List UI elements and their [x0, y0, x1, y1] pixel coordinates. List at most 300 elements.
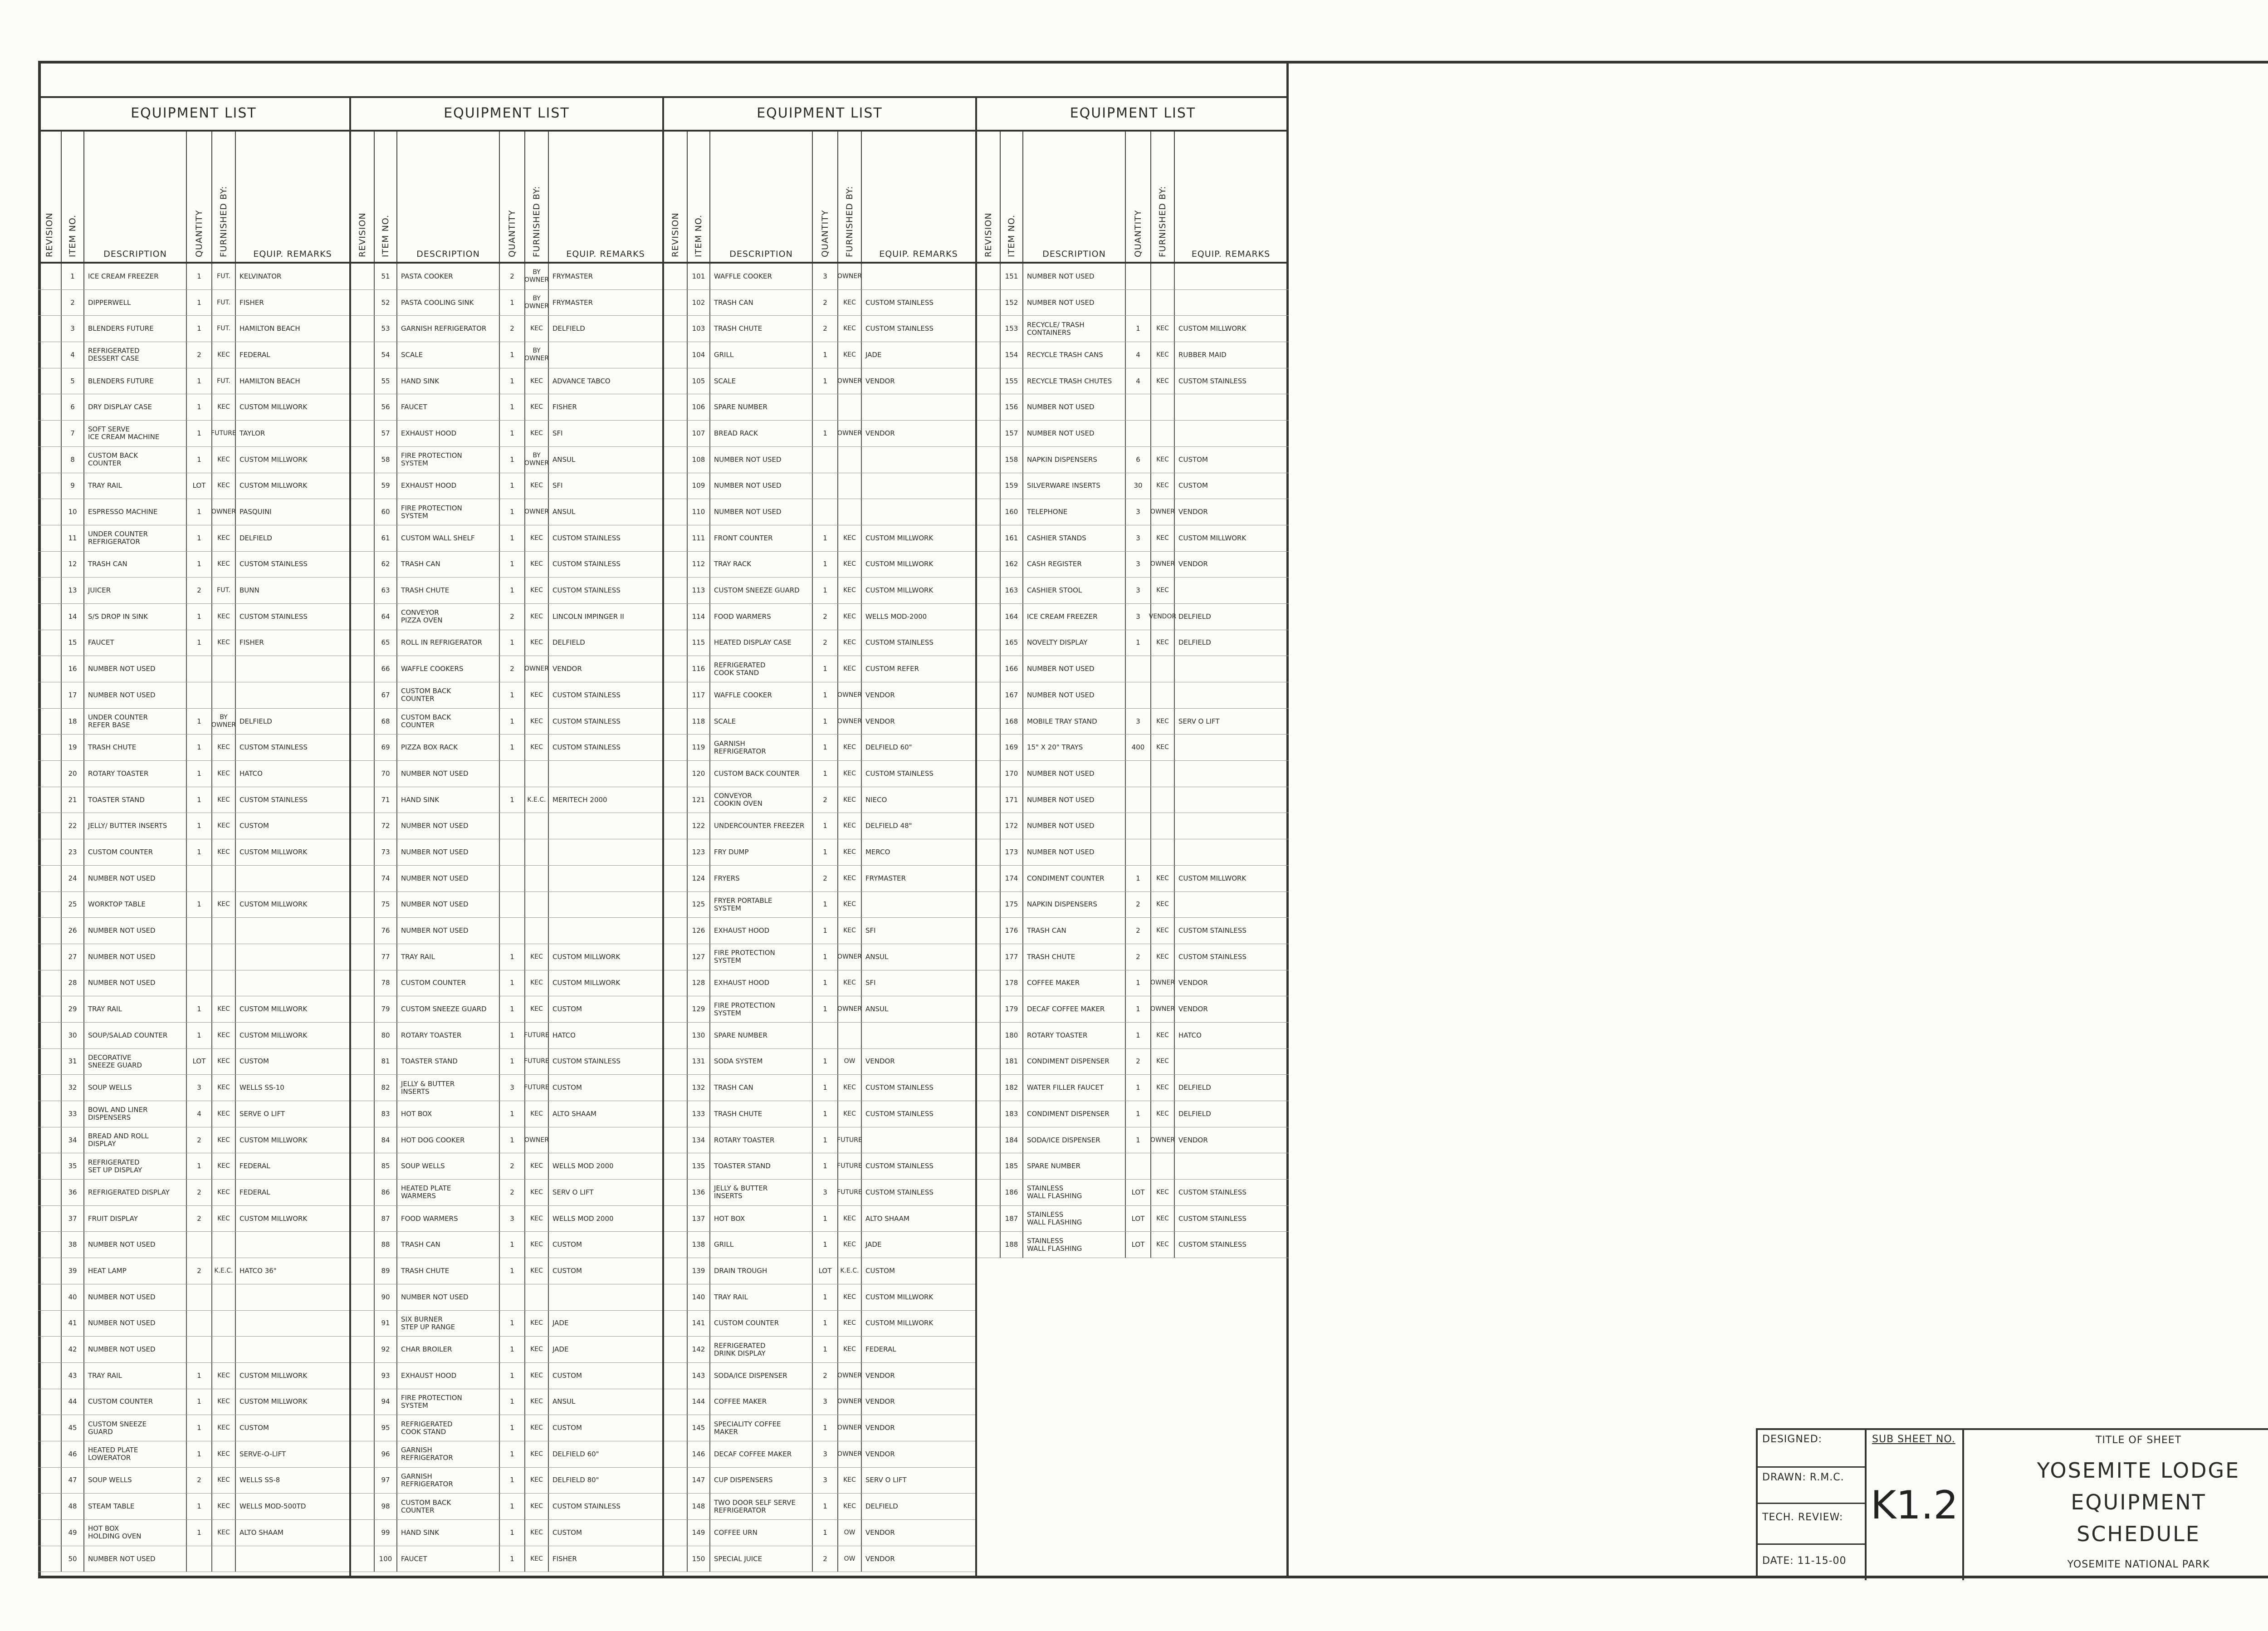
item-number: 125 [688, 892, 710, 918]
item-furnished-by: KEC [1151, 1206, 1175, 1232]
item-quantity: 1 [1126, 866, 1151, 891]
item-remarks: FRYMASTER [552, 272, 593, 280]
revision-cell [38, 368, 62, 394]
revision-cell [38, 525, 62, 551]
revision-cell [351, 368, 375, 394]
item-furnished-by: FUT. [212, 316, 236, 342]
item-description: TRASH CHUTE [1023, 944, 1126, 970]
item-remarks: WELLS SS-10 [240, 1083, 284, 1092]
revision-cell [977, 264, 1001, 289]
item-quantity: 3 [1126, 578, 1151, 603]
item-number: 186 [1001, 1180, 1023, 1205]
item-remarks: HATCO [240, 769, 263, 778]
item-description: GARNISH REFRIGERATOR [397, 1468, 500, 1494]
item-furnished-by: VENDOR [1151, 604, 1175, 630]
item-furnished-by [1151, 839, 1175, 865]
item-quantity: 1 [1126, 1101, 1151, 1127]
revision-cell [38, 1153, 62, 1179]
item-description: NUMBER NOT USED [710, 473, 813, 499]
item-quantity: 1 [500, 1337, 525, 1362]
header-description: DESCRIPTION [416, 249, 480, 259]
table-row [351, 316, 662, 342]
item-description: TWO DOOR SELF SERVE REFRIGERATOR [710, 1494, 813, 1519]
header-quantity: QUANTITY [507, 210, 517, 257]
item-remarks: ALTO SHAAM [865, 1214, 909, 1223]
item-quantity: 1 [813, 1127, 838, 1153]
item-furnished-by: KEC [1151, 447, 1175, 473]
revision-cell [664, 316, 688, 342]
revision-cell [664, 839, 688, 865]
table-body [977, 264, 1289, 1258]
revision-cell [664, 1415, 688, 1441]
table-row [38, 1363, 349, 1389]
item-quantity: 2 [813, 630, 838, 656]
item-remarks: CUSTOM STAINLESS [552, 1057, 621, 1066]
item-remarks: VENDOR [1178, 1136, 1208, 1144]
item-quantity: 3 [1126, 604, 1151, 630]
revision-cell [351, 918, 375, 944]
item-furnished-by: KEC [1151, 342, 1175, 368]
item-description: NUMBER NOT USED [1023, 761, 1126, 787]
item-number: 178 [1001, 970, 1023, 996]
item-furnished-by: KEC [525, 1232, 549, 1258]
item-number: 142 [688, 1337, 710, 1362]
item-remarks: CUSTOM STAINLESS [240, 560, 308, 568]
revision-cell [977, 996, 1001, 1022]
revision-cell [664, 1023, 688, 1048]
item-remarks [1175, 1049, 1287, 1075]
revision-cell [351, 342, 375, 368]
item-number: 87 [375, 1206, 397, 1232]
table-row [977, 630, 1289, 656]
item-remarks: NIECO [865, 795, 887, 804]
item-number: 51 [375, 264, 397, 289]
item-quantity: 1 [813, 1311, 838, 1337]
item-furnished-by: OWNER [838, 1415, 862, 1441]
revision-cell [664, 787, 688, 813]
revision-cell [977, 866, 1001, 891]
item-furnished-by: OWNER [838, 1389, 862, 1415]
item-quantity: LOT [187, 1049, 212, 1075]
item-description: BREAD RACK [710, 421, 813, 446]
table-row [38, 918, 349, 944]
item-quantity: 2 [1126, 1049, 1151, 1075]
item-furnished-by: FUT. [212, 578, 236, 603]
item-description: FIRE PROTECTION SYSTEM [397, 499, 500, 525]
item-description: NUMBER NOT USED [1023, 682, 1126, 708]
item-remarks: KELVINATOR [240, 272, 282, 280]
item-quantity [1126, 1153, 1151, 1179]
item-furnished-by [1151, 761, 1175, 787]
item-remarks [549, 761, 662, 787]
revision-cell [977, 1101, 1001, 1127]
item-number: 36 [62, 1180, 84, 1205]
item-remarks: FEDERAL [240, 1162, 270, 1171]
item-description: TRAY RAIL [84, 1363, 187, 1389]
revision-cell [351, 421, 375, 446]
item-number: 107 [688, 421, 710, 446]
item-remarks: CUSTOM STAINLESS [865, 1162, 934, 1171]
table-row [664, 1206, 975, 1232]
item-furnished-by: KEC [525, 1258, 549, 1284]
revision-cell [351, 839, 375, 865]
item-remarks: WELLS MOD-500TD [240, 1502, 306, 1511]
item-quantity: 1 [1126, 630, 1151, 656]
item-number: 103 [688, 316, 710, 342]
revision-cell [38, 1494, 62, 1519]
item-furnished-by [838, 473, 862, 499]
table-row [664, 1049, 975, 1075]
item-number: 167 [1001, 682, 1023, 708]
table-row [977, 473, 1289, 500]
item-remarks: CUSTOM [552, 1005, 582, 1014]
item-number: 106 [688, 394, 710, 420]
item-quantity [500, 839, 525, 865]
item-remarks: CUSTOM STAINLESS [552, 560, 621, 568]
revision-cell [664, 1127, 688, 1153]
item-quantity: 1 [187, 604, 212, 630]
item-remarks: SERV O LIFT [552, 1188, 594, 1196]
item-remarks [236, 918, 349, 944]
table-row [977, 761, 1289, 787]
item-remarks: SERVE O LIFT [240, 1109, 285, 1118]
item-furnished-by: OWNER [525, 499, 549, 525]
item-number: 153 [1001, 316, 1023, 342]
item-remarks: CUSTOM MILLWORK [1178, 324, 1246, 333]
item-remarks [862, 499, 975, 525]
revision-cell [38, 813, 62, 839]
item-remarks: VENDOR [1178, 1005, 1208, 1014]
item-furnished-by: KEC [838, 1232, 862, 1258]
item-quantity: 1 [813, 918, 838, 944]
item-description: FAUCET [397, 394, 500, 420]
table-row [351, 682, 662, 709]
revision-cell [38, 1075, 62, 1101]
table-row [38, 1494, 349, 1520]
item-description: DECAF COFFEE MAKER [710, 1441, 813, 1467]
item-furnished-by: KEC [1151, 316, 1175, 342]
item-remarks: FISHER [240, 298, 264, 307]
item-furnished-by [525, 839, 549, 865]
header-quantity: QUANTITY [1133, 210, 1143, 257]
revision-cell [351, 1075, 375, 1101]
item-furnished-by [212, 656, 236, 682]
item-description: NUMBER NOT USED [84, 1284, 187, 1310]
item-number: 1 [62, 264, 84, 289]
item-number: 96 [375, 1441, 397, 1467]
item-quantity: 1 [500, 970, 525, 996]
table-row [351, 839, 662, 866]
revision-cell [351, 1101, 375, 1127]
drawn-label: DRAWN: R.M.C. [1762, 1472, 1844, 1483]
item-description: TRASH CHUTE [397, 1258, 500, 1284]
item-number: 68 [375, 709, 397, 735]
table-row [664, 970, 975, 997]
revision-cell [38, 1468, 62, 1494]
item-description: FIRE PROTECTION SYSTEM [710, 996, 813, 1022]
table-row [664, 1363, 975, 1389]
table-row [977, 264, 1289, 290]
item-furnished-by [212, 918, 236, 944]
item-number: 101 [688, 264, 710, 289]
item-number: 14 [62, 604, 84, 630]
item-quantity: 1 [500, 1441, 525, 1467]
revision-cell [351, 630, 375, 656]
item-quantity: 1 [187, 996, 212, 1022]
table-row [351, 552, 662, 578]
item-furnished-by: KEC [838, 316, 862, 342]
item-number: 127 [688, 944, 710, 970]
item-remarks: CUSTOM MILLWORK [240, 1397, 308, 1406]
revision-cell [664, 604, 688, 630]
item-number: 140 [688, 1284, 710, 1310]
item-description: TRASH CHUTE [710, 316, 813, 342]
item-number: 81 [375, 1049, 397, 1075]
item-number: 31 [62, 1049, 84, 1075]
item-furnished-by [838, 447, 862, 473]
item-quantity: 1 [187, 1389, 212, 1415]
revision-cell [664, 1206, 688, 1232]
item-furnished-by [838, 394, 862, 420]
item-description: NUMBER NOT USED [84, 970, 187, 996]
header-item-no: ITEM NO. [694, 214, 704, 257]
table-row [977, 1127, 1289, 1154]
item-furnished-by: KEC [1151, 473, 1175, 499]
revision-cell [977, 499, 1001, 525]
item-description: NUMBER NOT USED [1023, 264, 1126, 289]
table-row [38, 996, 349, 1023]
item-remarks: VENDOR [865, 1057, 895, 1066]
item-description: ICE CREAM FREEZER [84, 264, 187, 289]
item-description: CUSTOM BACK COUNTER [397, 1494, 500, 1519]
item-furnished-by: KEC [1151, 918, 1175, 944]
item-remarks [862, 394, 975, 420]
revision-cell [351, 1520, 375, 1546]
item-number: 59 [375, 473, 397, 499]
revision-cell [977, 552, 1001, 578]
revision-cell [38, 1284, 62, 1310]
item-number: 122 [688, 813, 710, 839]
revision-cell [351, 525, 375, 551]
header-remarks: EQUIP. REMARKS [253, 249, 332, 259]
revision-cell [38, 735, 62, 760]
item-remarks: VENDOR [1178, 979, 1208, 987]
item-number: 123 [688, 839, 710, 865]
revision-cell [38, 1206, 62, 1232]
item-remarks: JADE [865, 1240, 882, 1249]
item-quantity: 1 [813, 1415, 838, 1441]
item-description: SODA SYSTEM [710, 1049, 813, 1075]
item-quantity: 2 [813, 787, 838, 813]
item-description: CUSTOM WALL SHELF [397, 525, 500, 551]
item-number: 128 [688, 970, 710, 996]
item-number: 110 [688, 499, 710, 525]
item-quantity: 1 [813, 735, 838, 760]
revision-cell [664, 656, 688, 682]
item-description: HOT BOX [710, 1206, 813, 1232]
revision-cell [664, 996, 688, 1022]
item-remarks: VENDOR [865, 1424, 895, 1432]
top-strip [38, 61, 1286, 98]
revision-cell [351, 682, 375, 708]
item-description: FRUIT DISPLAY [84, 1206, 187, 1232]
item-number: 155 [1001, 368, 1023, 394]
item-quantity: 1 [500, 1520, 525, 1546]
item-remarks: CUSTOM [552, 1083, 582, 1092]
item-quantity [813, 394, 838, 420]
table-header [977, 132, 1289, 264]
item-description: HEATED PLATE WARMERS [397, 1180, 500, 1205]
table-row [351, 1101, 662, 1127]
item-furnished-by: KEC [838, 290, 862, 316]
item-number: 60 [375, 499, 397, 525]
revision-cell [664, 1494, 688, 1519]
item-number: 183 [1001, 1101, 1023, 1127]
item-remarks: VENDOR [865, 691, 895, 699]
item-number: 94 [375, 1389, 397, 1415]
title-line-3: SCHEDULE [2077, 1522, 2200, 1546]
item-description: HOT BOX [397, 1101, 500, 1127]
revision-cell [38, 394, 62, 420]
item-furnished-by [838, 499, 862, 525]
revision-cell [664, 709, 688, 735]
item-quantity: 2 [187, 1468, 212, 1494]
item-description: FAUCET [84, 630, 187, 656]
item-description: ESPRESSO MACHINE [84, 499, 187, 525]
item-remarks: HATCO [1178, 1031, 1202, 1039]
table-row [664, 630, 975, 656]
item-remarks: CUSTOM STAINLESS [1178, 1214, 1246, 1223]
item-furnished-by: FUTURE [212, 421, 236, 446]
item-remarks [1175, 578, 1287, 603]
table-row [977, 368, 1289, 395]
revision-cell [977, 787, 1001, 813]
item-number: 113 [688, 578, 710, 603]
item-quantity: 3 [1126, 709, 1151, 735]
item-description: TELEPHONE [1023, 499, 1126, 525]
item-remarks: CUSTOM [552, 1371, 582, 1380]
table-row [38, 499, 349, 525]
revision-cell [664, 735, 688, 760]
header-description: DESCRIPTION [729, 249, 793, 259]
item-number: 6 [62, 394, 84, 420]
revision-cell [977, 316, 1001, 342]
item-remarks: CUSTOM STAINLESS [865, 638, 934, 647]
table-row [38, 552, 349, 578]
item-furnished-by: KEC [525, 1546, 549, 1572]
item-furnished-by: BY OWNER [525, 342, 549, 368]
item-quantity: 1 [500, 1101, 525, 1127]
item-description: CUSTOM BACK COUNTER [397, 682, 500, 708]
revision-cell [664, 970, 688, 996]
item-description: CUSTOM BACK COUNTER [84, 447, 187, 473]
table-row [664, 656, 975, 682]
item-furnished-by [1151, 656, 1175, 682]
item-quantity [187, 682, 212, 708]
item-quantity: 2 [813, 866, 838, 891]
item-number: 78 [375, 970, 397, 996]
item-remarks: CUSTOM MILLWORK [240, 1136, 308, 1144]
revision-cell [664, 1363, 688, 1389]
revision-cell [664, 421, 688, 446]
item-description: NUMBER NOT USED [84, 866, 187, 891]
item-description: WORKTOP TABLE [84, 892, 187, 918]
item-quantity: 1 [500, 1049, 525, 1075]
item-quantity [187, 1311, 212, 1337]
item-quantity: 1 [500, 735, 525, 760]
item-description: GARNISH REFRIGERATOR [710, 735, 813, 760]
item-remarks [549, 839, 662, 865]
item-number: 98 [375, 1494, 397, 1519]
table-title: EQUIPMENT LIST [977, 96, 1289, 132]
item-furnished-by: OWNER [838, 1363, 862, 1389]
item-number: 121 [688, 787, 710, 813]
item-remarks: JADE [552, 1345, 569, 1354]
item-number: 170 [1001, 761, 1023, 787]
table-row [664, 787, 975, 813]
item-quantity: 3 [813, 264, 838, 289]
table-row [38, 656, 349, 682]
item-quantity: 2 [187, 342, 212, 368]
item-description: CASHIER STANDS [1023, 525, 1126, 551]
item-furnished-by [525, 892, 549, 918]
item-remarks: ANSUL [552, 455, 576, 464]
table-body [351, 264, 662, 1572]
item-quantity: 1 [187, 552, 212, 578]
item-remarks: CUSTOM STAINLESS [1178, 952, 1246, 961]
table-row [351, 709, 662, 735]
revision-cell [38, 1415, 62, 1441]
item-description: DRY DISPLAY CASE [84, 394, 187, 420]
revision-cell [351, 1206, 375, 1232]
item-furnished-by [212, 1284, 236, 1310]
table-header [38, 132, 349, 264]
revision-cell [38, 342, 62, 368]
revision-cell [38, 473, 62, 499]
item-number: 130 [688, 1023, 710, 1048]
table-row [664, 421, 975, 447]
table-row [38, 316, 349, 342]
item-furnished-by: BY OWNER [212, 709, 236, 735]
revision-cell [38, 1180, 62, 1205]
item-quantity: 3 [813, 1389, 838, 1415]
item-remarks: CUSTOM [240, 1057, 269, 1066]
revision-cell [351, 1337, 375, 1362]
item-remarks: DELFIELD 48" [865, 822, 912, 830]
item-description: S/S DROP IN SINK [84, 604, 187, 630]
revision-cell [351, 1049, 375, 1075]
item-quantity: 1 [187, 316, 212, 342]
table-row [38, 735, 349, 761]
item-remarks: SFI [865, 926, 876, 935]
table-row [38, 1101, 349, 1127]
revision-cell [977, 735, 1001, 760]
item-remarks [1175, 421, 1287, 446]
item-quantity: 2 [1126, 944, 1151, 970]
item-remarks: SFI [865, 979, 876, 987]
item-description: WATER FILLER FAUCET [1023, 1075, 1126, 1101]
item-number: 20 [62, 761, 84, 787]
item-number: 182 [1001, 1075, 1023, 1101]
revision-cell [351, 1468, 375, 1494]
item-quantity [187, 1546, 212, 1572]
table-row [664, 1180, 975, 1206]
item-description: RECYCLE/ TRASH CONTAINERS [1023, 316, 1126, 342]
item-furnished-by: KEC [1151, 368, 1175, 394]
item-quantity: 2 [500, 604, 525, 630]
item-number: 4 [62, 342, 84, 368]
header-remarks: EQUIP. REMARKS [566, 249, 645, 259]
